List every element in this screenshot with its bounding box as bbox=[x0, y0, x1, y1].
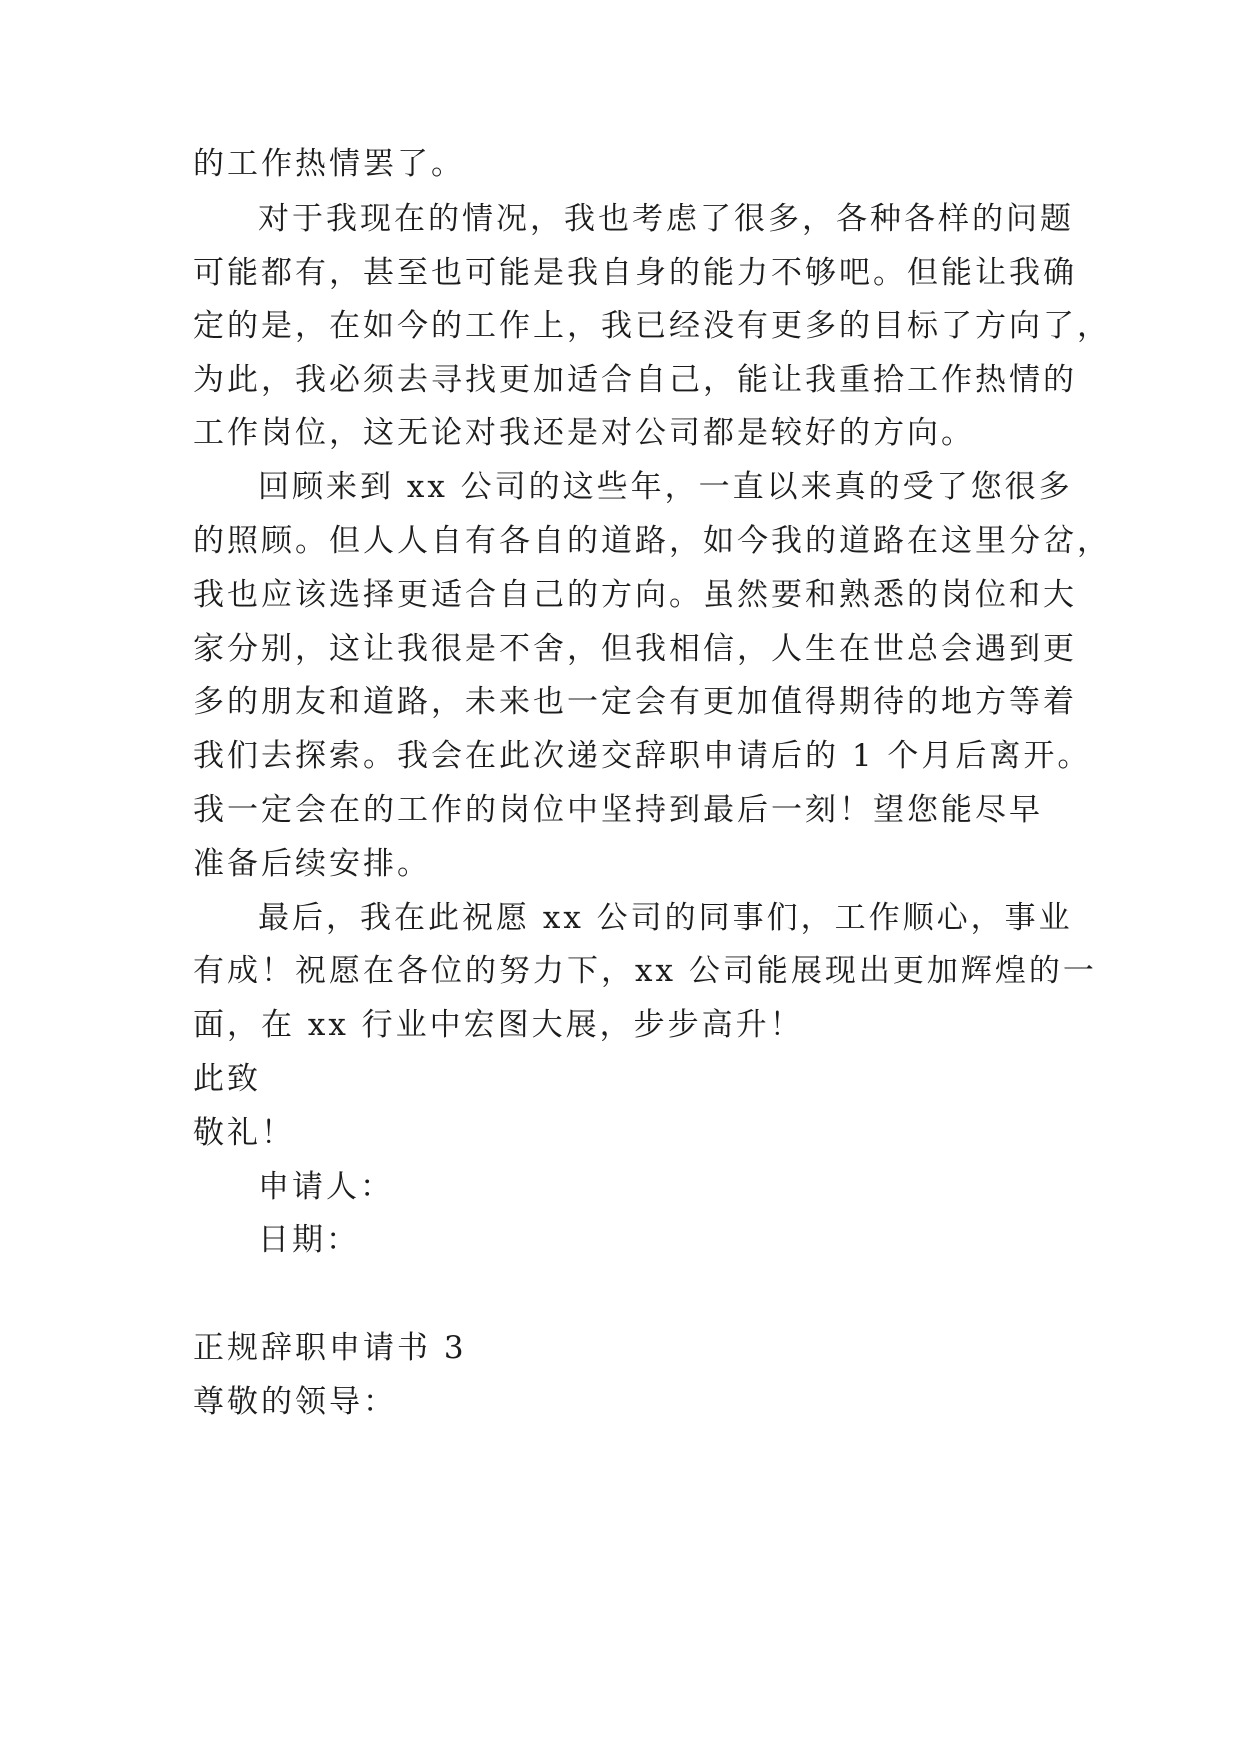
text-line: 的照顾。但人人自有各自的道路，如今我的道路在这里分岔， bbox=[193, 523, 1111, 559]
text-line: 准备后续安排。 bbox=[193, 846, 431, 882]
paragraph-start-line: 回顾来到 xx 公司的这些年，一直以来真的受了您很多 bbox=[258, 469, 1073, 505]
text-line: 为此，我必须去寻找更加适合自己，能让我重拾工作热情的 bbox=[193, 362, 1077, 398]
section-title: 正规辞职申请书 3 bbox=[193, 1330, 467, 1366]
text-line: 面，在 xx 行业中宏图大展，步步高升！ bbox=[193, 1007, 804, 1043]
text-line: 家分别，这让我很是不舍，但我相信，人生在世总会遇到更 bbox=[193, 631, 1077, 667]
paragraph-start-line: 最后，我在此祝愿 xx 公司的同事们，工作顺心，事业 bbox=[258, 900, 1073, 936]
text-line: 工作岗位，这无论对我还是对公司都是较好的方向。 bbox=[193, 415, 975, 451]
text-line: 我也应该选择更适合自己的方向。虽然要和熟悉的岗位和大 bbox=[193, 577, 1077, 613]
text-line: 的工作热情罢了。 bbox=[193, 146, 465, 182]
text-line: 可能都有，甚至也可能是我自身的能力不够吧。但能让我确 bbox=[193, 255, 1077, 291]
date-label: 日期： bbox=[258, 1222, 360, 1258]
applicant-label: 申请人： bbox=[258, 1169, 394, 1205]
text-line: 我一定会在的工作的岗位中坚持到最后一刻！望您能尽早 bbox=[193, 792, 1043, 828]
text-line: 定的是，在如今的工作上，我已经没有更多的目标了方向了， bbox=[193, 308, 1111, 344]
greeting-line: 尊敬的领导： bbox=[193, 1384, 397, 1420]
closing-salutation: 此致 bbox=[193, 1061, 261, 1097]
text-line: 有成！祝愿在各位的努力下，xx 公司能展现出更加辉煌的一 bbox=[193, 953, 1097, 989]
closing-regards: 敬礼！ bbox=[193, 1115, 295, 1151]
text-line: 多的朋友和道路，未来也一定会有更加值得期待的地方等着 bbox=[193, 684, 1077, 720]
paragraph-start-line: 对于我现在的情况，我也考虑了很多，各种各样的问题 bbox=[258, 201, 1074, 237]
text-line: 我们去探索。我会在此次递交辞职申请后的 1 个月后离开。 bbox=[193, 738, 1092, 774]
